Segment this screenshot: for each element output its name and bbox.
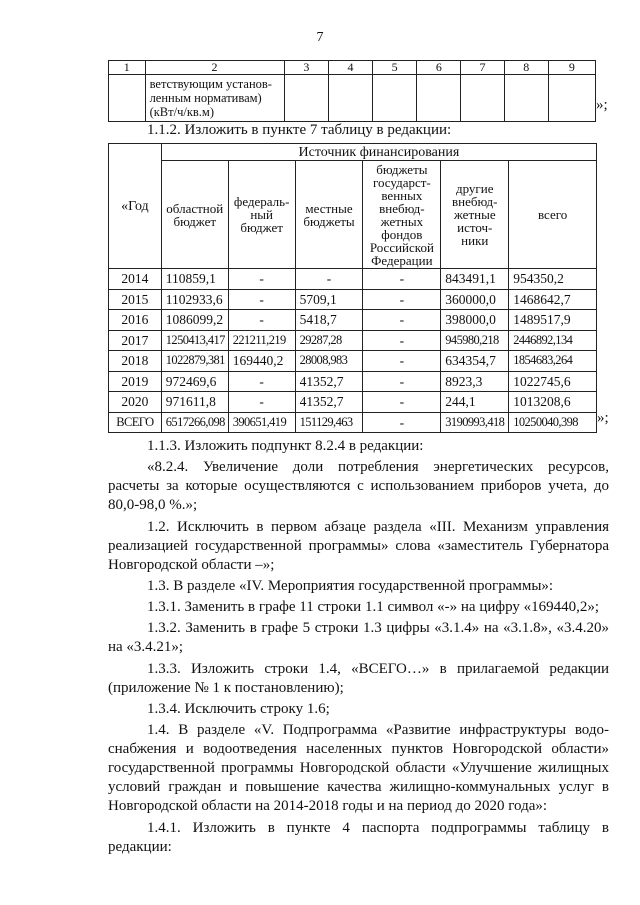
table-row <box>109 351 597 372</box>
paragraph-8-2-4-line: «8.2.4. Увеличение доли потребления энергетических ресурсов, <box>147 459 609 475</box>
total-cell: 1854683,264 <box>509 351 597 372</box>
regional-cell: 1250413,417 <box>161 330 228 351</box>
header-line: всего <box>537 207 568 222</box>
paragraph-1-4-line: Новгородской области на 2014-2018 годы и на период до 2020 года»: <box>108 798 548 814</box>
paragraph-1-3-2-line: 1.3.2. Заменить в графе 5 строки 1.3 цифры «3.1.4» на «3.1.8», «3.4.20» <box>147 620 609 636</box>
table-row <box>109 310 597 331</box>
regional-cell: 972469,6 <box>161 371 228 392</box>
local-cell: 41352,7 <box>295 392 363 413</box>
local-cell: - <box>295 269 363 290</box>
header-line: местные <box>305 200 353 216</box>
header-line: бюджеты <box>376 162 428 177</box>
col-number: 9 <box>548 61 595 75</box>
year-cell: 2016 <box>109 310 162 331</box>
total-header <box>509 161 597 269</box>
header-line: фондов <box>381 227 423 242</box>
regional-cell: 971611,8 <box>161 392 228 413</box>
col-number: 1 <box>109 61 146 75</box>
funds-cell: - <box>363 330 441 351</box>
empty-cell <box>548 75 595 122</box>
year-cell: ВСЕГО <box>109 412 162 433</box>
year-cell: 2017 <box>109 330 162 351</box>
table-row <box>109 330 597 351</box>
total-cell: 1013208,6 <box>509 392 597 413</box>
header-line: бюджеты <box>303 213 355 229</box>
other-cell: 244,1 <box>441 392 509 413</box>
header-line: государст- <box>372 175 431 190</box>
other-cell: 843491,1 <box>441 269 509 290</box>
federal-cell: - <box>228 269 295 290</box>
other-cell: 360000,0 <box>441 289 509 310</box>
local-cell: 29287,28 <box>295 330 363 351</box>
header-line: внебюд- <box>452 194 498 209</box>
header-line: внебюд- <box>379 201 425 216</box>
total-cell: 1022745,6 <box>509 371 597 392</box>
header-line: областной <box>166 200 224 216</box>
header-line: источ- <box>457 220 493 235</box>
page-number: 7 <box>316 30 324 45</box>
header-line: бюджет <box>173 213 217 229</box>
header-line: Российской <box>369 240 434 255</box>
table-closing-quote: »; <box>597 410 609 426</box>
col-number: 5 <box>372 61 417 75</box>
financing-table <box>108 143 597 433</box>
description-line: ветствующим установ- <box>149 77 272 91</box>
federal-cell: - <box>228 371 295 392</box>
funds-cell: - <box>363 289 441 310</box>
other-cell: 945980,218 <box>441 330 509 351</box>
table-row <box>109 371 597 392</box>
funding-source-header: Источник финансирования <box>161 144 596 161</box>
year-cell: 2020 <box>109 392 162 413</box>
col-number: 8 <box>504 61 548 75</box>
empty-cell <box>417 75 461 122</box>
funds-cell: - <box>363 371 441 392</box>
header-line: ный <box>250 207 273 222</box>
total-cell: 10250040,398 <box>509 412 597 433</box>
funds-cell: - <box>363 412 441 433</box>
federal-cell: 390651,419 <box>228 412 295 433</box>
empty-cell <box>461 75 505 122</box>
total-cell: 2446892,134 <box>509 330 597 351</box>
paragraph-8-2-4-line: расчеты за которые осуществляются с использованием приборов учета, до <box>108 478 609 494</box>
funds-cell: - <box>363 351 441 372</box>
paragraph-8-2-4-line: 80,0-98,0 %.»; <box>108 497 198 513</box>
regional-cell: 1086099,2 <box>161 310 228 331</box>
paragraph-1-2-line: 1.2. Исключить в первом абзаце раздела «III. Механизм управления <box>147 519 609 535</box>
federal-cell: - <box>228 310 295 331</box>
col-number: 4 <box>329 61 373 75</box>
paragraph-1-4-line: снабжения и водоотведения населенных пунктов Новгородской области» <box>108 741 609 757</box>
header-row-1 <box>109 144 597 161</box>
paragraph-1-1-3: 1.1.3. Изложить подпункт 8.2.4 в редакции: <box>147 438 424 454</box>
header-line: федераль- <box>233 194 290 209</box>
paragraph-1-2-line: реализацией государственной программы» слова «заместитель Губернатора <box>108 538 609 554</box>
empty-cell <box>109 75 146 122</box>
other-sources-header <box>441 161 509 269</box>
regional-cell: 1102933,6 <box>161 289 228 310</box>
header-line: жетные <box>453 207 496 222</box>
funds-cell: - <box>363 269 441 290</box>
paragraph-1-3: 1.3. В разделе «IV. Мероприятия государственной программы»: <box>147 578 554 594</box>
local-cell: 151129,463 <box>295 412 363 433</box>
federal-cell: - <box>228 289 295 310</box>
paragraph-1-4-line: государственной программы Новгородской области «Улучшение жилищных <box>108 760 609 776</box>
header-line: жетных <box>380 214 424 229</box>
federal-cell: 169440,2 <box>228 351 295 372</box>
total-cell: 1468642,7 <box>509 289 597 310</box>
table-closing-quote: »; <box>596 97 608 113</box>
paragraph-1-3-4: 1.3.4. Исключить строку 1.6; <box>147 701 330 717</box>
empty-cell <box>329 75 373 122</box>
local-budgets-header <box>295 161 363 269</box>
year-cell: 2019 <box>109 371 162 392</box>
indicator-description <box>145 75 284 122</box>
col-number: 2 <box>145 61 284 75</box>
table-row <box>109 289 597 310</box>
federal-cell: - <box>228 392 295 413</box>
funds-cell: - <box>363 310 441 331</box>
header-line: Федерации <box>371 253 433 268</box>
col-number: 7 <box>461 61 505 75</box>
paragraph-1-4-1-line: 1.4.1. Изложить в пункте 4 паспорта подпрограммы таблицу в <box>147 820 609 836</box>
funds-cell: - <box>363 392 441 413</box>
table-row <box>109 392 597 413</box>
paragraph-1-4-1-line: редакции: <box>108 839 172 855</box>
header-line: другие <box>455 181 494 196</box>
local-cell: 28008,983 <box>295 351 363 372</box>
header-line: ники <box>461 233 489 248</box>
federal-cell: 221211,219 <box>228 330 295 351</box>
year-cell: 2014 <box>109 269 162 290</box>
paragraph-1-4-line: условий граждан и повышение качества жилищно-коммунальных услуг в <box>108 779 609 795</box>
year-header: «Год <box>109 144 162 269</box>
table-total-row <box>109 412 597 433</box>
local-cell: 41352,7 <box>295 371 363 392</box>
year-cell: 2018 <box>109 351 162 372</box>
col-number: 6 <box>417 61 461 75</box>
paragraph-1-3-3-line: 1.3.3. Изложить строки 1.4, «ВСЕГО…» в прилагаемой редакции <box>147 661 609 677</box>
other-cell: 398000,0 <box>441 310 509 331</box>
empty-cell <box>284 75 329 122</box>
continuation-table <box>108 60 596 122</box>
total-cell: 1489517,9 <box>509 310 597 331</box>
continuation-row <box>109 75 596 122</box>
paragraph-1-3-2-line: на «3.4.21»; <box>108 639 184 655</box>
other-cell: 8923,3 <box>441 371 509 392</box>
other-cell: 3190993,418 <box>441 412 509 433</box>
total-cell: 954350,2 <box>509 269 597 290</box>
column-number-row <box>109 61 596 75</box>
empty-cell <box>504 75 548 122</box>
paragraph-1-3-3-line: (приложение № 1 к постановлению); <box>108 680 344 696</box>
paragraph-1-1-2: 1.1.2. Изложить в пункте 7 таблицу в редакции: <box>147 122 452 138</box>
regional-cell: 6517266,098 <box>161 412 228 433</box>
header-line: бюджет <box>240 220 283 235</box>
other-cell: 634354,7 <box>441 351 509 372</box>
federal-budget-header <box>228 161 295 269</box>
header-row-2 <box>109 161 597 269</box>
paragraph-1-4-line: 1.4. В разделе «V. Подпрограмма «Развитие инфраструктуры водо- <box>147 722 609 738</box>
year-cell: 2015 <box>109 289 162 310</box>
table-row <box>109 269 597 290</box>
description-line: ленным нормативам) <box>149 91 262 105</box>
regional-cell: 1022879,381 <box>161 351 228 372</box>
header-line: венных <box>381 188 423 203</box>
col-number: 3 <box>284 61 329 75</box>
regional-budget-header <box>161 161 228 269</box>
local-cell: 5709,1 <box>295 289 363 310</box>
empty-cell <box>372 75 417 122</box>
paragraph-1-3-1: 1.3.1. Заменить в графе 11 строки 1.1 символ «-» на цифру «169440,2»; <box>147 599 600 615</box>
description-line: (кВт/ч/кв.м) <box>149 105 215 119</box>
local-cell: 5418,7 <box>295 310 363 331</box>
regional-cell: 110859,1 <box>161 269 228 290</box>
paragraph-1-2-line: Новгородской области –»; <box>108 557 275 573</box>
extrabudgetary-funds-header <box>363 161 441 269</box>
